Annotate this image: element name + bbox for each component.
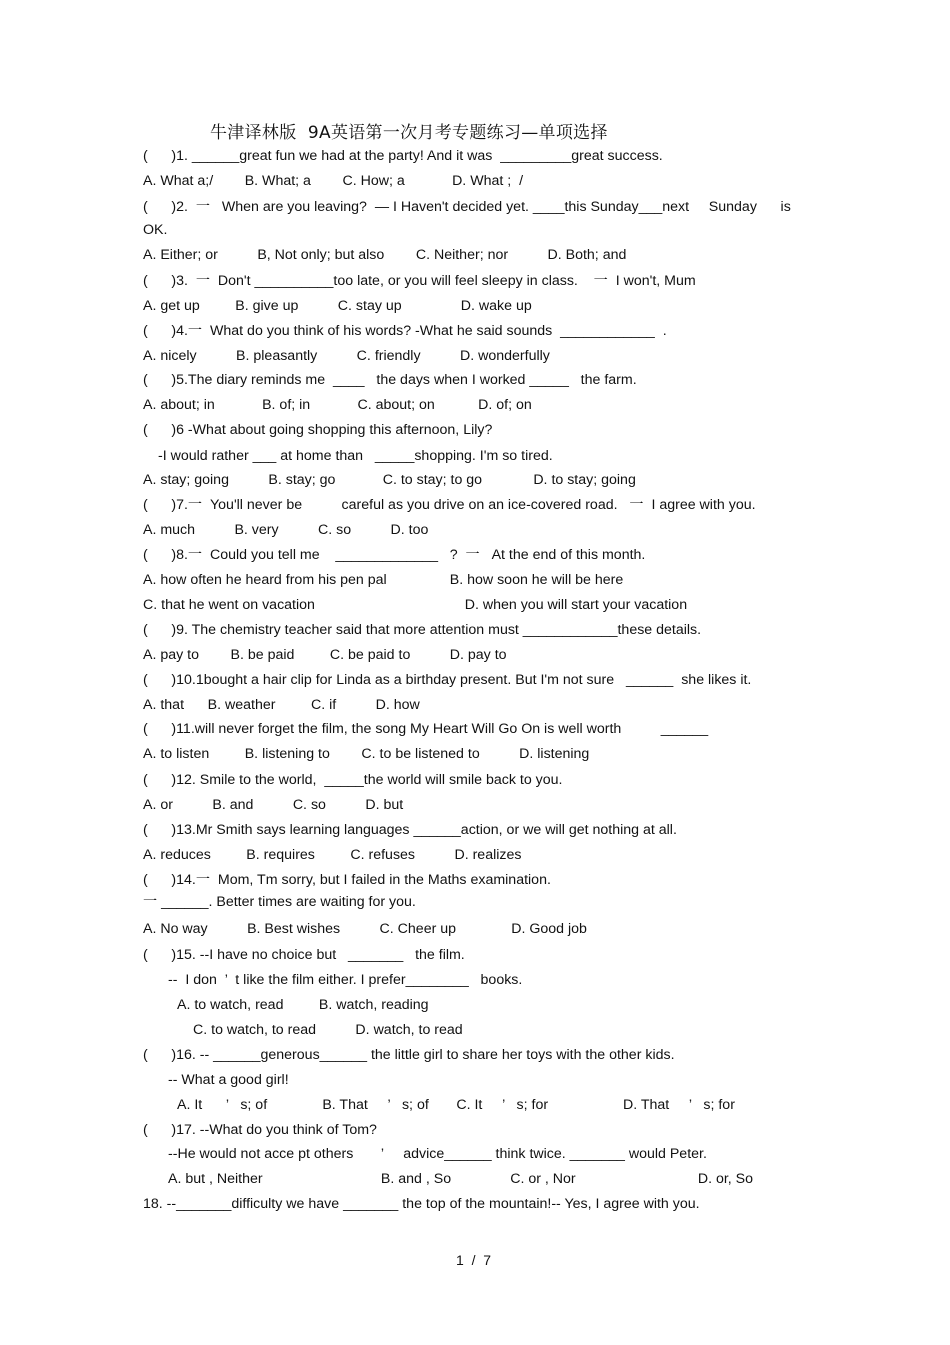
question-16-stem-cont: -- What a good girl! bbox=[168, 1072, 289, 1088]
question-3-stem: ( )3. 一 Don't __________too late, or you will feel sleepy in class. 一 I won't, Mum bbox=[143, 273, 696, 289]
question-14-options: A. No way B. Best wishes C. Cheer up D. Good job bbox=[143, 921, 587, 937]
question-5-options: A. about; in B. of; in C. about; on D. of; on bbox=[143, 397, 532, 413]
question-1-stem: ( )1. ______great fun we had at the party! And it was _________great success. bbox=[143, 148, 663, 164]
question-2-options: A. Either; or B, Not only; but also C. Neither; nor D. Both; and bbox=[143, 247, 627, 263]
question-5-stem: ( )5.The diary reminds me ____ the days when I worked _____ the farm. bbox=[143, 372, 637, 388]
question-6-options: A. stay; going B. stay; go C. to stay; to go D. to stay; going bbox=[143, 472, 636, 488]
question-15-stem-cont: -- I don ’ t like the film either. I prefer________ books. bbox=[168, 972, 523, 988]
question-12-options: A. or B. and C. so D. but bbox=[143, 797, 404, 813]
question-8-stem: ( )8.一 Could you tell me _____________ ? 一 At the end of this month. bbox=[143, 547, 646, 563]
question-2-stem: ( )2. 一 When are you leaving? — I Haven't decided yet. ____this Sunday___next Sunday is bbox=[143, 199, 791, 215]
question-18-stem: 18. --_______difficulty we have _______ the top of the mountain!-- Yes, I agree with you. bbox=[143, 1196, 700, 1212]
page-indicator: 1 / 7 bbox=[456, 1252, 492, 1268]
question-11-options: A. to listen B. listening to C. to be listened to D. listening bbox=[143, 746, 590, 762]
question-6-stem-cont: -I would rather ___ at home than _____shopping. I'm so tired. bbox=[158, 448, 553, 464]
question-10-stem: ( )10.1bought a hair clip for Linda as a birthday present. But I'm not sure ______ she likes it. bbox=[143, 672, 752, 688]
question-11-stem: ( )11.will never forget the film, the song My Heart Will Go On is well worth ______ bbox=[143, 721, 709, 737]
question-14-stem-cont: 一 ______. Better times are waiting for you. bbox=[143, 894, 416, 910]
question-4-stem: ( )4.一 What do you think of his words? -What he said sounds ____________ . bbox=[143, 323, 667, 339]
question-10-options: A. that B. weather C. if D. how bbox=[143, 697, 420, 713]
question-13-options: A. reduces B. requires C. refuses D. realizes bbox=[143, 847, 522, 863]
question-17-stem: ( )17. --What do you think of Tom? bbox=[143, 1122, 377, 1138]
question-7-stem: ( )7.一 You'll never be careful as you drive on an ice-covered road. 一 I agree with you. bbox=[143, 497, 756, 513]
question-8-options-2: C. that he went on vacation D. when you will start your vacation bbox=[143, 597, 688, 613]
question-14-stem: ( )14.一 Mom, Tm sorry, but I failed in the Maths examination. bbox=[143, 872, 551, 888]
question-7-options: A. much B. very C. so D. too bbox=[143, 522, 429, 538]
question-8-options: A. how often he heard from his pen pal B. how soon he will be here bbox=[143, 572, 624, 588]
question-1-options: A. What a;/ B. What; a C. How; a D. What ; / bbox=[143, 173, 524, 189]
question-15-options-2: C. to watch, to read D. watch, to read bbox=[193, 1022, 463, 1038]
question-4-options: A. nicely B. pleasantly C. friendly D. wonderfully bbox=[143, 348, 550, 364]
question-12-stem: ( )12. Smile to the world, _____the world will smile back to you. bbox=[143, 772, 563, 788]
question-15-stem: ( )15. --I have no choice but _______ the film. bbox=[143, 947, 465, 963]
question-16-options: A. It ’ s; of B. That ’ s; of C. It ’ s; for D. That ’ s; for bbox=[177, 1097, 735, 1113]
document-title: 牛津译林版 9A英语第一次月考专题练习—单项选择 bbox=[210, 123, 608, 143]
question-15-options: A. to watch, read B. watch, reading bbox=[177, 997, 429, 1013]
question-9-options: A. pay to B. be paid C. be paid to D. pay to bbox=[143, 647, 507, 663]
question-2-stem-cont: OK. bbox=[143, 222, 168, 238]
question-3-options: A. get up B. give up C. stay up D. wake up bbox=[143, 298, 532, 314]
question-16-stem: ( )16. -- ______generous______ the little girl to share her toys with the other kids. bbox=[143, 1047, 675, 1063]
question-13-stem: ( )13.Mr Smith says learning languages ______action, or we will get nothing at all. bbox=[143, 822, 677, 838]
question-6-stem: ( )6 -What about going shopping this afternoon, Lily? bbox=[143, 422, 493, 438]
question-17-stem-cont: --He would not acce pt others ’ advice______ think twice. _______ would Peter. bbox=[168, 1146, 707, 1162]
question-17-options: A. but , Neither B. and , So C. or , Nor D. or, So bbox=[168, 1171, 754, 1187]
question-9-stem: ( )9. The chemistry teacher said that more attention must ____________these details. bbox=[143, 622, 702, 638]
